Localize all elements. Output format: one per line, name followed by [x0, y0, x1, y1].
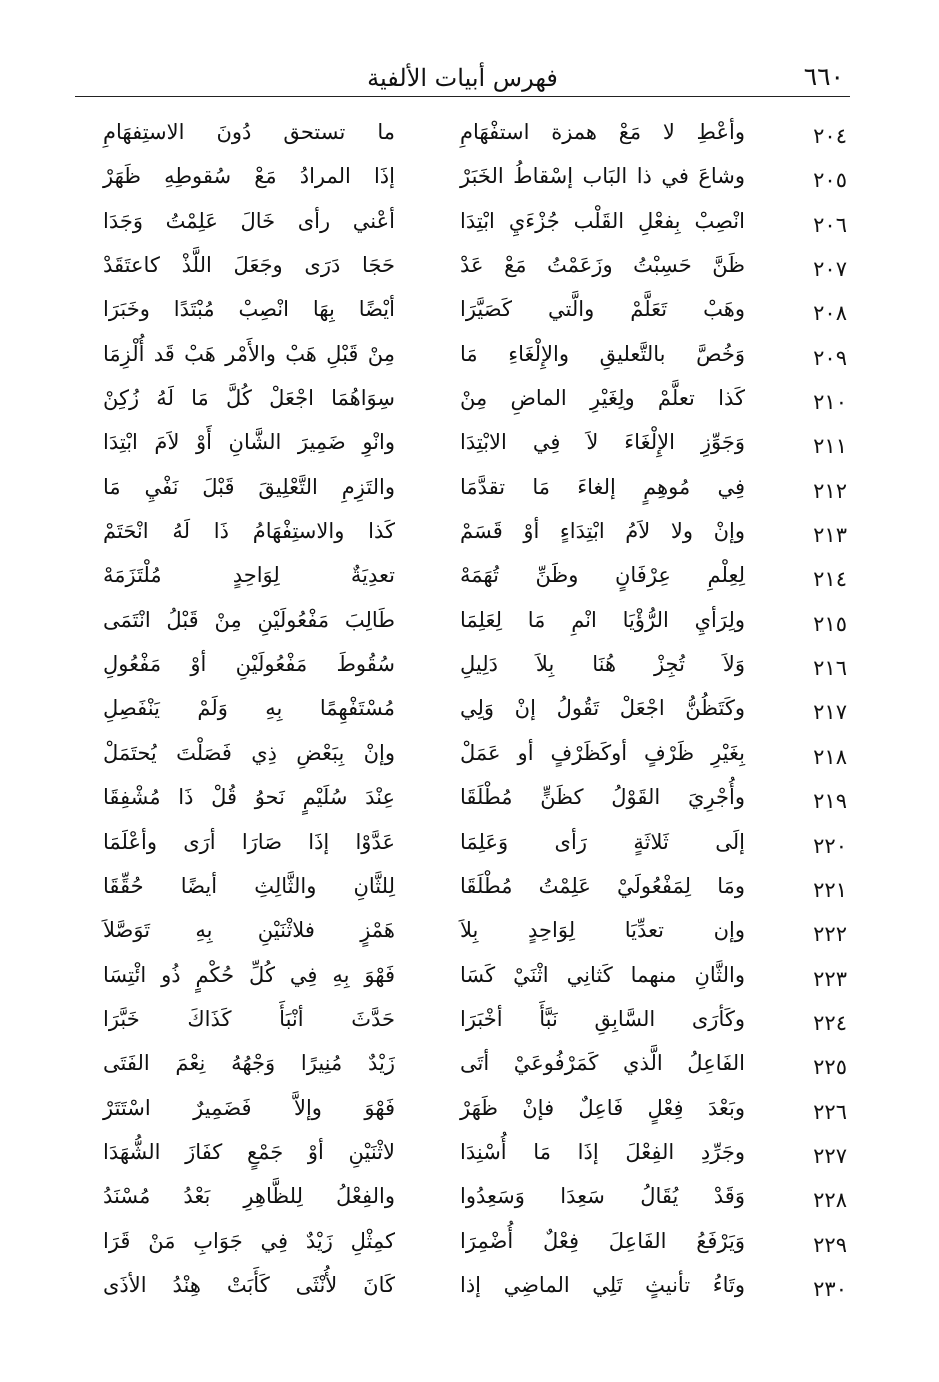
verse-row: [95, 1268, 855, 1312]
verse-number: ٢٣٠: [813, 1276, 847, 1301]
verse-first-hemistich: وكَتَظُنُّ اجْعَلْ تَقُولُ إنْ وَلِي: [460, 696, 745, 721]
verse-first-hemistich: وَجَوِّزِ الإِلْغَاءَ لاَ فِي الابْتِدَا: [460, 430, 745, 455]
verse-first-hemistich: وَيَرْفَعُ الفَاعِلَ فِعْلٌ أُضْمِرَا: [460, 1228, 745, 1253]
verse-first-hemistich: بِغَيْرِ ظَرْفٍ أوكَظَرْفٍ أو عَمَلْ: [460, 740, 745, 765]
verse-first-hemistich: لِعِلْمِ عِرْفَانٍ وظَنِّ تُهَمَهْ: [460, 563, 745, 588]
verse-list: [95, 115, 855, 1312]
page-number: ٦٦٠: [803, 62, 844, 91]
verse-row: [95, 869, 855, 913]
verse-first-hemistich: وجَرِّدِ الفِعْلَ إذَا مَا أُسْنِدَا: [460, 1139, 745, 1164]
verse-first-hemistich: الفَاعِلُ الَّذي كَمَرْفُوعَيْ أتَى: [460, 1051, 745, 1076]
header-divider: [75, 96, 850, 97]
verse-first-hemistich: ومَا لِمَفْعُولَيْ عَلِمْتُ مُطْلَقَا: [460, 873, 745, 898]
verse-second-hemistich: سِوَاهُمَا اجْعَلْ كُلَّ مَا لَهُ زُكِنْ: [103, 386, 395, 411]
verse-second-hemistich: عِنْدَ سُلَيْمٍ نَحوُ قُلْ ذَا مُشْفِقَا: [103, 785, 395, 810]
verse-row: [95, 825, 855, 869]
verse-first-hemistich: فِي مُوهِمٍ إلغاءَ مَا تقدَّمَا: [460, 474, 745, 499]
verse-number: ٢١٨: [813, 744, 847, 769]
verse-row: [95, 425, 855, 469]
verse-first-hemistich: وأعْطِ لا مَعْ همزة استفْهَامِ: [460, 120, 745, 144]
verse-second-hemistich: طَالِبَ مَفْعُولَيْنِ مِنْ قَبْلُ انْتَمَى: [103, 607, 395, 632]
verse-number: ٢٢٠: [813, 833, 847, 858]
verse-second-hemistich: عَدَّوْا إذَا صَارَا أرَى وأعْلَمَا: [103, 829, 395, 854]
verse-second-hemistich: زَيْدٌ مُنِيرًا وَجْهُهُ نِعْمَ الفَتَى: [103, 1051, 395, 1076]
verse-row: [95, 691, 855, 735]
verse-second-hemistich: كمِثْلِ زَيْدٌ فِي جَوَابِ مَنْ قَرَا: [103, 1228, 395, 1253]
verse-number: ٢٠٥: [813, 168, 847, 193]
verse-number: ٢٢٣: [813, 966, 847, 991]
verse-number: ٢٠٦: [813, 212, 847, 237]
verse-first-hemistich: انْصِبْ بِفعْلِ القَلْب جُزْءَيِ ابْتِدَا: [460, 208, 745, 233]
verse-second-hemistich: ما تستحق دُونَ الاستِفهَامِ: [103, 120, 395, 144]
verse-first-hemistich: ولِرَأيِ الرُّؤْيَا انْمِ مَا لِعَلِمَا: [460, 607, 745, 632]
verse-second-hemistich: والفِعْلُ لِلظَّاهِرِ بَعْدُ مُسْنَدُ: [103, 1184, 395, 1209]
verse-row: [95, 337, 855, 381]
verse-number: ٢٢١: [813, 877, 847, 902]
verse-row: [95, 1135, 855, 1179]
verse-number: ٢٢٧: [813, 1143, 847, 1168]
verse-first-hemistich: وإن تعدِّيَا لِوَاحِدٍ بِلاَ: [460, 918, 745, 943]
verse-row: [95, 1046, 855, 1090]
verse-second-hemistich: وإنْ بِبَعْضِ ذِي فَصَلْتَ يُحتَمَلْ: [103, 740, 395, 765]
verse-first-hemistich: وأُجْرِيَ القَوْلُ كظَنٍّ مُطْلَقَا: [460, 785, 745, 810]
verse-first-hemistich: والثَّانِ منهما كَثانِي اثْنَيْ كَسَا: [460, 962, 745, 987]
verse-row: [95, 204, 855, 248]
verse-number: ٢٠٤: [813, 124, 847, 148]
verse-row: [95, 1091, 855, 1135]
verse-second-hemistich: لاثْنَيْنِ أوْ جَمْعٍ كفَازَ الشُّهَدَا: [103, 1139, 395, 1164]
verse-row: [95, 1002, 855, 1046]
verse-row: [95, 1179, 855, 1223]
verse-row: [95, 159, 855, 203]
verse-second-hemistich: تعدِيَةٌ لِوَاحِدٍ مُلْتَزَمَهْ: [103, 563, 395, 588]
verse-second-hemistich: والتَزِمِ التَّعْلِيقَ قَبْلَ نَفْيِ مَا: [103, 474, 395, 499]
verse-first-hemistich: وبَعْدَ فِعْلٍ فَاعِلٌ فإنْ ظَهَرْ: [460, 1095, 745, 1120]
verse-second-hemistich: فَهْوَ بِهِ فِي كُلِّ حُكْمٍ ذُو ائْتِسَا: [103, 962, 395, 987]
verse-number: ٢٢٨: [813, 1188, 847, 1213]
verse-number: ٢١٦: [813, 656, 847, 681]
verse-number: ٢٢٥: [813, 1055, 847, 1080]
verse-number: ٢١١: [813, 434, 847, 459]
verse-first-hemistich: وتَاءُ تأنيثٍ تَلِي الماضِي إذا: [460, 1272, 745, 1297]
verse-second-hemistich: مِنْ قَبْلِ هَبْ والأَمْر هَبْ قَد أُلْزِمَا: [103, 341, 395, 366]
verse-second-hemistich: إذَا المرادُ مَعْ سُقوطِهِ ظَهَرْ: [103, 164, 395, 189]
verse-number: ٢١٧: [813, 700, 847, 725]
verse-row: [95, 603, 855, 647]
verse-row: [95, 558, 855, 602]
verse-second-hemistich: فَهْوَ وإلاَّ فَضَمِيرٌ اسْتَتَرْ: [103, 1095, 395, 1120]
verse-second-hemistich: حَجَا دَرَى وجَعَلَ اللَّذْ كاعتَقَدْ: [103, 253, 395, 278]
verse-row: [95, 1224, 855, 1268]
verse-row: [95, 292, 855, 336]
verse-first-hemistich: إلَى ثَلاثَةٍ رَأى وَعَلِمَا: [460, 829, 745, 854]
verse-number: ٢٠٧: [813, 257, 847, 282]
verse-first-hemistich: وَلاَ تُجِزْ هُنَا بِلاَ دَلِيلِ: [460, 652, 745, 677]
verse-second-hemistich: مُسْتَفْهِمًا بِهِ وَلَمْ يَنْفَصِلِ: [103, 696, 395, 721]
verse-first-hemistich: وهَبْ تَعَلَّمْ والَّتي كَصَيَّرَا: [460, 297, 745, 322]
verse-number: ٢١٣: [813, 523, 847, 548]
verse-second-hemistich: سُقُوطَ مَفْعُولَيْنِ أوْ مَفْعُولِ: [103, 652, 395, 677]
verse-second-hemistich: كَذا والاستِفْهَامُ ذَا لَهُ انْحَتَمْ: [103, 519, 395, 544]
verse-first-hemistich: وكَأرَى السَّابِقِ نَبَّأَ أخْبَرَا: [460, 1006, 745, 1031]
verse-second-hemistich: أعْني رأى خَالَ عَلِمْتُ وَجَدَا: [103, 208, 395, 233]
verse-first-hemistich: وَخُصَّ بالتَّعليقِ والإِلْغَاءِ مَا: [460, 341, 745, 366]
verse-number: ٢٠٨: [813, 301, 847, 326]
verse-number: ٢١٢: [813, 478, 847, 503]
verse-number: ٢١٤: [813, 567, 847, 592]
verse-second-hemistich: أيْضًا بِهَا انْصِبْ مُبْتَدًا وخَبَرَا: [103, 297, 395, 322]
verse-second-hemistich: لِلثَّانِ والثَّالِثِ أيضًا حُقِّقَا: [103, 873, 395, 898]
verse-number: ٢٢٤: [813, 1010, 847, 1035]
verse-first-hemistich: كَذا تعلَّمْ ولِغَيْرِ الماضِ مِنْ: [460, 386, 745, 411]
verse-second-hemistich: كَانَ لأُنْثَى كَأَبَتْ هِنْدُ الأذَى: [103, 1272, 395, 1297]
verse-first-hemistich: وإنْ ولا لاَمُ ابْتِدَاءٍ أوْ قَسَمْ: [460, 519, 745, 544]
verse-number: ٢١٠: [813, 390, 847, 415]
verse-second-hemistich: هَمْزٍ فلاثْنَيْنِ بِهِ تَوَصَّلاَ: [103, 918, 395, 943]
verse-second-hemistich: وانْوِ ضَمِيرَ الشَّانِ أَوْ لاَمَ ابْتِدَا: [103, 430, 395, 455]
verse-number: ٢٢٦: [813, 1099, 847, 1124]
verse-row: [95, 958, 855, 1002]
verse-number: ٢١٥: [813, 611, 847, 636]
page-title: فهرس أبيات الألفية: [367, 64, 558, 92]
verse-row: [95, 780, 855, 824]
verse-row: [95, 514, 855, 558]
verse-number: ٢١٩: [813, 789, 847, 814]
verse-first-hemistich: وَقَدْ يُقَالُ سَعِدَا وَسَعِدُوا: [460, 1184, 745, 1209]
verse-row: [95, 248, 855, 292]
verse-number: ٢٢٩: [813, 1232, 847, 1257]
verse-number: ٢٠٩: [813, 345, 847, 370]
verse-row: [95, 115, 855, 159]
verse-first-hemistich: وشاعَ في ذا البَاب إسْقاطُ الخَبَرْ: [460, 164, 745, 189]
verse-row: [95, 736, 855, 780]
verse-row: [95, 381, 855, 425]
verse-row: [95, 470, 855, 514]
verse-row: [95, 647, 855, 691]
verse-number: ٢٢٢: [813, 922, 847, 947]
verse-second-hemistich: حَدَّثَ أنْبَأَ كَذَاكَ خَبَّرَا: [103, 1006, 395, 1031]
verse-first-hemistich: ظَنَّ حَسِبْتُ وزَعَمْتُ مَعْ عَدْ: [460, 253, 745, 278]
verse-row: [95, 913, 855, 957]
page-header: [75, 58, 850, 94]
